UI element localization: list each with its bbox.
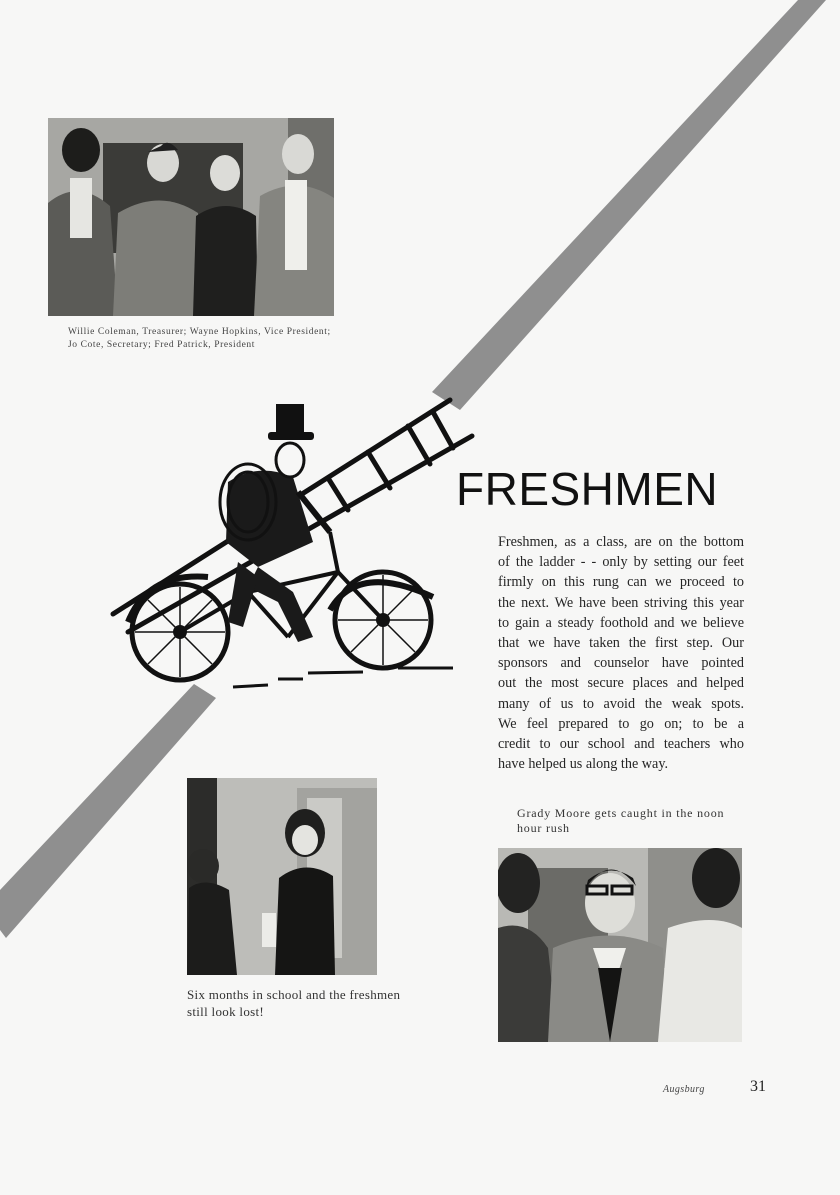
hallway-caption: [517, 806, 747, 836]
body-line: firmly on this rung can we proceed to: [498, 574, 744, 591]
officers-caption-line1: Willie Coleman, Treasurer; Wayne Hopkins, Vice President;: [68, 327, 331, 337]
officers-photo: [48, 118, 334, 316]
body-line: to gain a steady foothold and we believe: [498, 614, 744, 631]
page-number: 31: [750, 1078, 766, 1095]
body-line: We feel prepared to go on; to be a: [498, 715, 744, 732]
lost-freshmen-caption: [187, 986, 407, 1020]
body-line: Freshmen, as a class, are on the bottom: [498, 534, 744, 550]
officers-caption: [68, 326, 358, 351]
lost-freshmen-photo: [187, 778, 377, 975]
body-line: sponsors and counselor have pointed: [498, 655, 744, 672]
ladder-bicycle-illustration: [108, 392, 478, 702]
body-line: out the most secure places and helped: [498, 675, 744, 692]
hallway-caption-line2: hour rush: [517, 821, 570, 835]
body-line: many of us to avoid the weak spots.: [498, 695, 744, 712]
hallway-caption-line1: Grady Moore gets caught in the noon: [517, 806, 725, 820]
body-line: credit to our school and teachers who: [498, 736, 744, 753]
body-line: the next. We have been striving this year: [498, 594, 744, 611]
body-line: of the ladder - - only by setting our feet: [498, 554, 744, 571]
lost-caption-line2: still look lost!: [187, 1004, 265, 1019]
lost-caption-line1: Six months in school and the freshmen: [187, 987, 401, 1002]
publication-name: Augsburg: [663, 1084, 705, 1095]
body-line: have helped us along the way.: [498, 756, 669, 773]
section-title: FRESHMEN: [456, 463, 719, 515]
body-line: that we have taken the first step. Our: [498, 635, 744, 652]
hallway-photo: [498, 848, 742, 1042]
section-body: [498, 532, 744, 774]
officers-caption-line2: Jo Cote, Secretary; Fred Patrick, President: [68, 339, 255, 350]
